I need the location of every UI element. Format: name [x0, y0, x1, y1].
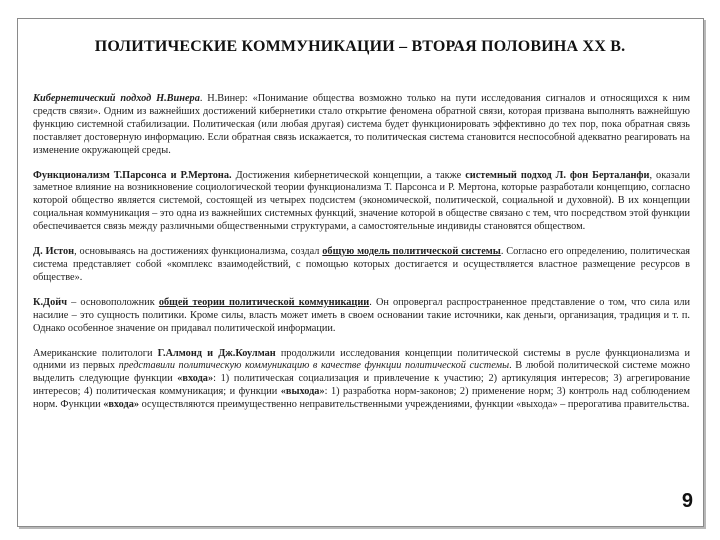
paragraph-wiener: [33, 93, 690, 158]
paragraph-text: : 1) политическая социализация и привлечение к участию; 2) артикуляция интересов; 3) агрегирование интересов; 4) политическая коммуникация; и функции: [33, 373, 690, 398]
paragraph-text: осуществляются преимущественно неправительственными учреждениями, функции: [139, 399, 517, 411]
paragraph-text: . Согласно его определению, политическая система представляет собой «комплекс взаимодействий, с помощью которых достигается и осуществляется властное размещение ресурсов в обществе».: [33, 246, 691, 283]
paragraph-text: – прерогатива правительства.: [557, 399, 690, 411]
emphasis-text: общей теории политической коммуникации: [158, 296, 370, 308]
paragraph-lead: К.Дойч: [33, 296, 68, 308]
paragraph-easton: [33, 246, 690, 285]
paragraph-text: . Н.Винер: «Понимание общества возможно только на пути исследования сигналов и относящихся к ним средств связи». Одним из важнейших достижений кибернетики стало открытие феномена обратной связи, которая призвана выполнять важнейшую функцию системной стабилизации. Политическая (или любая другая) система будет функционировать эффективно до тех пор, пока обратная связь поставляет достоверную информацию. Если обратная связь искажается, то политическая система становится неспособной адекватно реагировать на изменение окружающей среды.: [33, 93, 690, 156]
emphasis-text: системный подход Л. фон Берталанфи: [465, 169, 650, 181]
italic-text: представили политическую коммуникацию в качестве функции политической системы: [118, 360, 510, 372]
paragraph-lead: Кибернетический подход Н.Винера: [33, 93, 200, 104]
paragraph-text: Достижения кибернетической концепции, а также: [231, 169, 466, 181]
paragraph-text: продолжили исследования концепции политической системы в русле функционализма и одними из первых: [33, 347, 690, 372]
paragraph-text: – основоположник: [67, 296, 159, 308]
paragraph-text: , оказали заметное влияние на возникновение социологической теории функционализма Т. Парсонса и Р. Мертона, которые разработали концепцию, согласно которой общество является системой, состоящей из четырех подсистем (экономической, политической, социальной и духовной). В их концепции социальная коммуникация – это одна из важнейших системных функций, значение которой в обществе связано с тем, что посредством этой функции обеспечивается связь между различными общественными структурами, а самостоятельные индивиды становятся обществом.: [33, 169, 690, 233]
emphasis-text: «входа»: [103, 399, 140, 411]
paragraph-text: . Он опровергал распространенное представление о том, что сила или насилие – это сущность политики. Кроме силы, власть может иметь в своем основании такие источники, как деньги, организация, традиция и т. п. Однако особенное значение он придавал политической информации.: [33, 296, 690, 334]
paragraph-text: , основываясь на достижениях функционализма, создал: [74, 246, 323, 258]
paragraph-text: «выхода»: [516, 399, 558, 411]
paragraph-text: Американские политологи: [33, 347, 158, 359]
slide-title: ПОЛИТИЧЕСКИЕ КОММУНИКАЦИИ – ВТОРАЯ ПОЛОВИНА ХХ В.: [94, 38, 626, 55]
paragraph-functionalism: [33, 170, 690, 235]
paragraph-text: . В любой политической системе можно выделить следующие функции: [33, 360, 690, 385]
paragraph-lead: Функционализм Т.Парсонса и Р.Мертона.: [33, 169, 232, 181]
paragraph-text: : 1) разработка норм-законов; 2) применение норм; 3) контроль над соблюдением норм. Функции: [33, 386, 690, 411]
emphasis-text: «входа»: [177, 373, 214, 385]
page-number: 9: [681, 490, 693, 512]
emphasis-text: общую модель политической системы: [322, 246, 501, 258]
paragraph-deutsch: [33, 297, 690, 336]
emphasis-text: Г.Алмонд и Дж.Коулман: [157, 347, 276, 359]
slide-content: [33, 93, 690, 424]
paragraph-lead: Д. Истон: [33, 246, 75, 258]
emphasis-text: «выхода»: [280, 386, 325, 398]
paragraph-almond-coleman: [33, 348, 690, 413]
